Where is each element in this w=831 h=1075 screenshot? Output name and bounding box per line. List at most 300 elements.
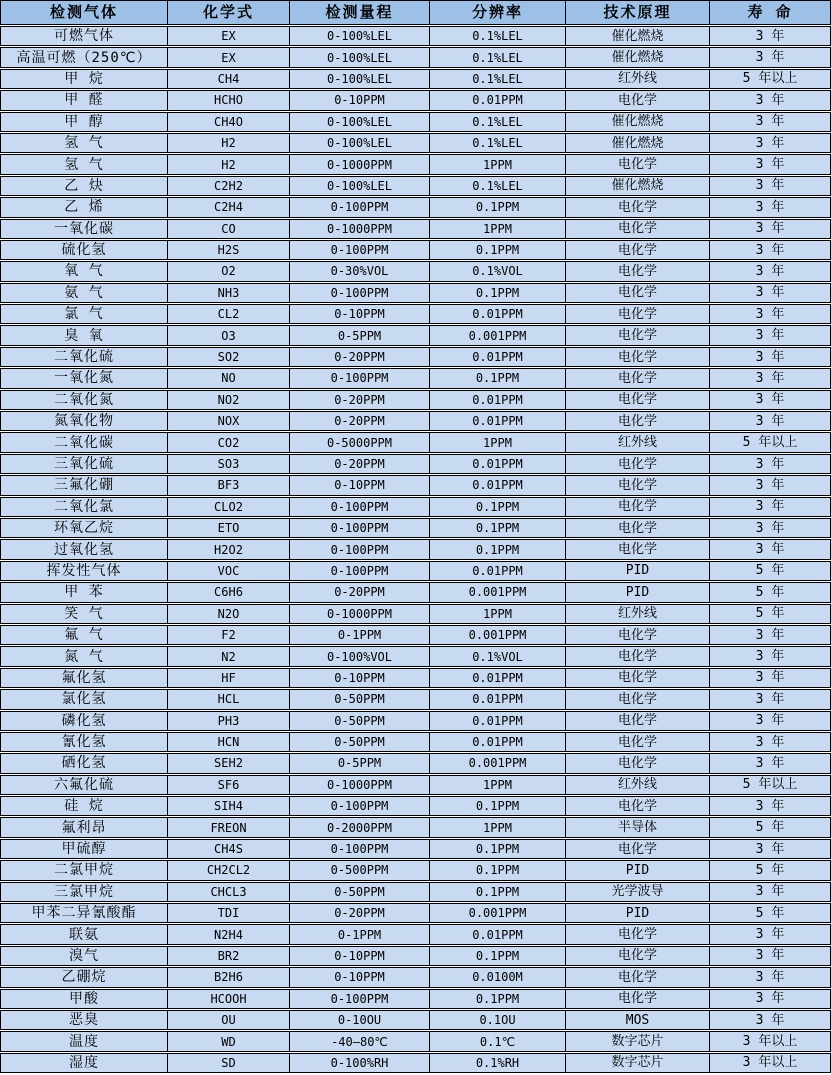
cell-resolution: 0.01PPM — [430, 712, 566, 730]
cell-gas-name: 乙硼烷 — [1, 968, 168, 986]
cell-resolution: 0.01PPM — [430, 348, 566, 366]
cell-chemical-formula: CHCL3 — [168, 883, 290, 901]
cell-gas-name: 乙 炔 — [1, 177, 168, 195]
cell-gas-name: 联氨 — [1, 925, 168, 943]
cell-lifespan: 3 年 — [755, 649, 785, 665]
cell-gas-name: 氯化氢 — [1, 690, 168, 708]
cell-technology: 红外线 — [566, 433, 710, 451]
cell-resolution: 0.1%LEL — [430, 113, 566, 131]
cell-detection-range: 0-1000PPM — [290, 155, 430, 173]
cell-lifespan: 3 年 — [755, 520, 785, 536]
table-row — [0, 454, 831, 474]
cell-resolution: 1PPM — [430, 433, 566, 451]
cell-resolution: 0.1PPM — [430, 883, 566, 901]
cell-detection-range: 0-100PPM — [290, 198, 430, 216]
cell-resolution: 0.1PPM — [430, 797, 566, 815]
cell-chemical-formula: NOX — [168, 412, 290, 430]
table-row — [0, 1010, 831, 1030]
cell-resolution: 0.1PPM — [430, 540, 566, 558]
cell-resolution: 0.01PPM — [430, 391, 566, 409]
cell-lifespan: 3 年 — [755, 798, 785, 814]
cell-lifespan: 5 年 — [755, 862, 785, 878]
cell-gas-name: 氯 气 — [1, 305, 168, 323]
cell-gas-name: 甲 苯 — [1, 583, 168, 601]
cell-chemical-formula: B2H6 — [168, 968, 290, 986]
cell-lifespan: 3 年 — [755, 670, 785, 686]
cell-resolution: 0.1%LEL — [430, 48, 566, 66]
column-header-lifespan: 寿 命 — [747, 3, 793, 21]
cell-resolution: 0.01PPM — [430, 690, 566, 708]
cell-chemical-formula: HCN — [168, 733, 290, 751]
cell-lifespan: 3 年 — [755, 499, 785, 515]
cell-lifespan: 3 年 — [755, 328, 785, 344]
cell-technology: 电化学 — [566, 733, 710, 751]
cell-technology: 电化学 — [566, 369, 710, 387]
cell-detection-range: 0-10PPM — [290, 305, 430, 323]
cell-lifespan: 3 年 — [755, 627, 785, 643]
cell-technology: 电化学 — [566, 198, 710, 216]
cell-chemical-formula: H2 — [168, 134, 290, 152]
cell-lifespan: 3 年 — [755, 349, 785, 365]
cell-lifespan: 5 年以上 — [742, 435, 798, 451]
cell-resolution: 0.01PPM — [430, 925, 566, 943]
cell-gas-name: 温度 — [1, 1032, 168, 1050]
cell-gas-name: 甲 醇 — [1, 113, 168, 131]
cell-resolution: 0.001PPM — [430, 583, 566, 601]
cell-detection-range: 0-5000PPM — [290, 433, 430, 451]
cell-detection-range: 0-100%LEL — [290, 27, 430, 45]
cell-technology: 电化学 — [566, 476, 710, 494]
cell-technology: 电化学 — [566, 498, 710, 516]
cell-technology: 数字芯片 — [566, 1054, 710, 1072]
cell-detection-range: 0-1000PPM — [290, 605, 430, 623]
cell-lifespan: 3 年以上 — [742, 1034, 798, 1050]
cell-detection-range: 0-10PPM — [290, 91, 430, 109]
cell-technology: 电化学 — [566, 455, 710, 473]
cell-chemical-formula: EX — [168, 27, 290, 45]
table-header-row — [0, 0, 831, 25]
cell-technology: 电化学 — [566, 925, 710, 943]
cell-detection-range: 0-50PPM — [290, 733, 430, 751]
cell-resolution: 0.1PPM — [430, 284, 566, 302]
cell-lifespan: 3 年 — [755, 178, 785, 194]
table-row — [0, 817, 831, 837]
cell-resolution: 0.1%RH — [430, 1054, 566, 1072]
cell-chemical-formula: H2O2 — [168, 540, 290, 558]
cell-gas-name: 氮氧化物 — [1, 412, 168, 430]
cell-lifespan: 3 年 — [755, 969, 785, 985]
cell-chemical-formula: O2 — [168, 262, 290, 280]
cell-lifespan: 3 年 — [755, 542, 785, 558]
table-row — [0, 432, 831, 452]
cell-gas-name: 一氧化碳 — [1, 220, 168, 238]
cell-technology: 电化学 — [566, 220, 710, 238]
cell-resolution: 1PPM — [430, 776, 566, 794]
cell-resolution: 0.01PPM — [430, 455, 566, 473]
cell-detection-range: 0-10PPM — [290, 669, 430, 687]
cell-detection-range: 0-100PPM — [290, 990, 430, 1008]
cell-lifespan: 5 年 — [755, 606, 785, 622]
table-row — [0, 411, 831, 431]
cell-detection-range: 0-100%VOL — [290, 647, 430, 665]
table-row — [0, 497, 831, 517]
cell-gas-name: 甲苯二异氰酸酯 — [1, 904, 168, 922]
cell-lifespan: 3 年 — [755, 713, 785, 729]
cell-lifespan: 5 年以上 — [742, 777, 798, 793]
cell-chemical-formula: SD — [168, 1054, 290, 1072]
cell-chemical-formula: NO2 — [168, 391, 290, 409]
cell-resolution: 1PPM — [430, 155, 566, 173]
cell-technology: 电化学 — [566, 540, 710, 558]
cell-gas-name: 氟化氢 — [1, 669, 168, 687]
cell-lifespan: 3 年 — [755, 199, 785, 215]
cell-resolution: 0.01PPM — [430, 305, 566, 323]
cell-resolution: 0.1PPM — [430, 840, 566, 858]
column-header-gas-name: 检测气体 — [1, 1, 168, 24]
table-row — [0, 539, 831, 559]
cell-chemical-formula: C6H6 — [168, 583, 290, 601]
table-row — [0, 69, 831, 89]
cell-detection-range: -40—80℃ — [290, 1032, 430, 1050]
table-row — [0, 668, 831, 688]
table-row — [0, 347, 831, 367]
cell-gas-name: 氢 气 — [1, 134, 168, 152]
cell-chemical-formula: VOC — [168, 562, 290, 580]
cell-detection-range: 0-100PPM — [290, 562, 430, 580]
cell-technology: 电化学 — [566, 797, 710, 815]
cell-gas-name: 三氟化硼 — [1, 476, 168, 494]
table-row — [0, 1031, 831, 1051]
cell-lifespan: 5 年 — [755, 820, 785, 836]
table-row — [0, 882, 831, 902]
cell-technology: 电化学 — [566, 155, 710, 173]
cell-technology: 电化学 — [566, 990, 710, 1008]
cell-technology: 电化学 — [566, 840, 710, 858]
cell-detection-range: 0-20PPM — [290, 455, 430, 473]
table-row — [0, 604, 831, 624]
cell-detection-range: 0-5PPM — [290, 754, 430, 772]
cell-resolution: 0.1%LEL — [430, 177, 566, 195]
cell-detection-range: 0-20PPM — [290, 583, 430, 601]
cell-detection-range: 0-1PPM — [290, 925, 430, 943]
cell-resolution: 0.01PPM — [430, 412, 566, 430]
table-row — [0, 1053, 831, 1073]
cell-resolution: 0.1PPM — [430, 861, 566, 879]
cell-lifespan: 3 年 — [755, 285, 785, 301]
table-row — [0, 582, 831, 602]
table-row — [0, 689, 831, 709]
table-row — [0, 946, 831, 966]
table-row — [0, 839, 831, 859]
cell-detection-range: 0-100%RH — [290, 1054, 430, 1072]
cell-chemical-formula: SO2 — [168, 348, 290, 366]
cell-gas-name: 一氧化氮 — [1, 369, 168, 387]
cell-chemical-formula: CL2 — [168, 305, 290, 323]
cell-gas-name: 环氧乙烷 — [1, 519, 168, 537]
cell-lifespan: 3 年 — [755, 114, 785, 130]
cell-gas-name: 甲 醛 — [1, 91, 168, 109]
cell-chemical-formula: N2 — [168, 647, 290, 665]
cell-chemical-formula: BF3 — [168, 476, 290, 494]
cell-lifespan: 3 年 — [755, 477, 785, 493]
cell-chemical-formula: F2 — [168, 626, 290, 644]
cell-technology: 催化燃烧 — [566, 48, 710, 66]
table-row — [0, 924, 831, 944]
cell-gas-name: 三氯甲烷 — [1, 883, 168, 901]
cell-detection-range: 0-100%LEL — [290, 48, 430, 66]
cell-detection-range: 0-1PPM — [290, 626, 430, 644]
cell-detection-range: 0-10PPM — [290, 947, 430, 965]
cell-chemical-formula: SO3 — [168, 455, 290, 473]
cell-lifespan: 3 年 — [755, 263, 785, 279]
cell-technology: 红外线 — [566, 776, 710, 794]
cell-lifespan: 3 年 — [755, 242, 785, 258]
cell-resolution: 1PPM — [430, 818, 566, 836]
cell-detection-range: 0-5PPM — [290, 326, 430, 344]
cell-detection-range: 0-20PPM — [290, 348, 430, 366]
table-row — [0, 261, 831, 281]
cell-gas-name: 甲硫醇 — [1, 840, 168, 858]
cell-gas-name: 甲酸 — [1, 990, 168, 1008]
cell-gas-name: 臭 氧 — [1, 326, 168, 344]
table-row — [0, 219, 831, 239]
table-row — [0, 304, 831, 324]
cell-resolution: 0.1%LEL — [430, 70, 566, 88]
cell-technology: PID — [566, 583, 710, 601]
cell-resolution: 0.1PPM — [430, 198, 566, 216]
cell-gas-name: 氮 气 — [1, 647, 168, 665]
cell-technology: 电化学 — [566, 412, 710, 430]
table-row — [0, 860, 831, 880]
cell-detection-range: 0-100%LEL — [290, 134, 430, 152]
table-row — [0, 112, 831, 132]
table-row — [0, 26, 831, 46]
cell-detection-range: 0-10OU — [290, 1011, 430, 1029]
cell-resolution: 0.001PPM — [430, 326, 566, 344]
cell-technology: 电化学 — [566, 647, 710, 665]
cell-technology: 红外线 — [566, 70, 710, 88]
table-row — [0, 989, 831, 1009]
cell-lifespan: 3 年 — [755, 884, 785, 900]
cell-detection-range: 0-20PPM — [290, 412, 430, 430]
cell-detection-range: 0-100PPM — [290, 498, 430, 516]
cell-technology: PID — [566, 861, 710, 879]
cell-technology: 催化燃烧 — [566, 177, 710, 195]
cell-gas-name: 乙 烯 — [1, 198, 168, 216]
cell-resolution: 0.001PPM — [430, 754, 566, 772]
table-row — [0, 283, 831, 303]
cell-resolution: 0.1PPM — [430, 990, 566, 1008]
cell-detection-range: 0-100%LEL — [290, 70, 430, 88]
cell-chemical-formula: HF — [168, 669, 290, 687]
cell-lifespan: 5 年以上 — [742, 71, 798, 87]
cell-lifespan: 3 年 — [755, 135, 785, 151]
table-row — [0, 775, 831, 795]
column-header-detection-range: 检测量程 — [290, 1, 430, 24]
cell-lifespan: 3 年 — [755, 456, 785, 472]
cell-resolution: 0.01PPM — [430, 669, 566, 687]
cell-lifespan: 5 年 — [755, 584, 785, 600]
cell-chemical-formula: SEH2 — [168, 754, 290, 772]
cell-resolution: 0.1%VOL — [430, 647, 566, 665]
cell-detection-range: 0-500PPM — [290, 861, 430, 879]
cell-gas-name: 三氧化硫 — [1, 455, 168, 473]
cell-chemical-formula: C2H4 — [168, 198, 290, 216]
cell-chemical-formula: N2O — [168, 605, 290, 623]
table-row — [0, 967, 831, 987]
cell-chemical-formula: CH4S — [168, 840, 290, 858]
cell-technology: PID — [566, 904, 710, 922]
cell-lifespan: 3 年 — [755, 50, 785, 66]
cell-technology: 电化学 — [566, 262, 710, 280]
table-row — [0, 368, 831, 388]
cell-chemical-formula: PH3 — [168, 712, 290, 730]
cell-lifespan: 3 年以上 — [742, 1055, 798, 1071]
cell-technology: 光学波导 — [566, 883, 710, 901]
cell-chemical-formula: OU — [168, 1011, 290, 1029]
cell-gas-name: 六氟化硫 — [1, 776, 168, 794]
cell-chemical-formula: HCOOH — [168, 990, 290, 1008]
cell-chemical-formula: BR2 — [168, 947, 290, 965]
cell-technology: 电化学 — [566, 968, 710, 986]
cell-chemical-formula: NO — [168, 369, 290, 387]
table-row — [0, 475, 831, 495]
cell-chemical-formula: CO — [168, 220, 290, 238]
cell-lifespan: 3 年 — [755, 755, 785, 771]
table-row — [0, 47, 831, 67]
cell-lifespan: 3 年 — [755, 370, 785, 386]
cell-detection-range: 0-50PPM — [290, 712, 430, 730]
cell-lifespan: 3 年 — [755, 92, 785, 108]
cell-chemical-formula: HCHO — [168, 91, 290, 109]
cell-lifespan: 3 年 — [755, 413, 785, 429]
table-row — [0, 625, 831, 645]
table-row — [0, 796, 831, 816]
cell-technology: 催化燃烧 — [566, 134, 710, 152]
cell-detection-range: 0-10PPM — [290, 968, 430, 986]
cell-detection-range: 0-1000PPM — [290, 776, 430, 794]
cell-gas-name: 二氧化氯 — [1, 498, 168, 516]
cell-technology: 半导体 — [566, 818, 710, 836]
cell-lifespan: 3 年 — [755, 306, 785, 322]
cell-gas-name: 氢 气 — [1, 155, 168, 173]
cell-gas-name: 硫化氢 — [1, 241, 168, 259]
cell-technology: 电化学 — [566, 326, 710, 344]
table-row — [0, 197, 831, 217]
cell-resolution: 0.1OU — [430, 1011, 566, 1029]
cell-technology: 催化燃烧 — [566, 113, 710, 131]
cell-chemical-formula: H2S — [168, 241, 290, 259]
column-header-chemical-formula: 化学式 — [168, 1, 290, 24]
cell-detection-range: 0-100PPM — [290, 540, 430, 558]
cell-lifespan: 3 年 — [755, 991, 785, 1007]
cell-detection-range: 0-100PPM — [290, 840, 430, 858]
table-row — [0, 518, 831, 538]
cell-technology: 电化学 — [566, 690, 710, 708]
cell-resolution: 0.1PPM — [430, 369, 566, 387]
cell-gas-name: 高温可燃（250℃） — [1, 48, 168, 66]
cell-gas-name: 氧 气 — [1, 262, 168, 280]
cell-resolution: 0.1%VOL — [430, 262, 566, 280]
cell-detection-range: 0-50PPM — [290, 690, 430, 708]
cell-technology: 电化学 — [566, 241, 710, 259]
cell-resolution: 0.001PPM — [430, 626, 566, 644]
cell-technology: 电化学 — [566, 712, 710, 730]
cell-chemical-formula: ETO — [168, 519, 290, 537]
cell-detection-range: 0-100PPM — [290, 284, 430, 302]
cell-gas-name: 二氯甲烷 — [1, 861, 168, 879]
table-row — [0, 753, 831, 773]
cell-technology: 电化学 — [566, 284, 710, 302]
cell-lifespan: 5 年 — [755, 563, 785, 579]
cell-lifespan: 3 年 — [755, 221, 785, 237]
cell-chemical-formula: EX — [168, 48, 290, 66]
table-row — [0, 176, 831, 196]
cell-chemical-formula: SIH4 — [168, 797, 290, 815]
cell-gas-name: 恶臭 — [1, 1011, 168, 1029]
cell-gas-name: 溴气 — [1, 947, 168, 965]
cell-technology: PID — [566, 562, 710, 580]
cell-resolution: 0.1℃ — [430, 1032, 566, 1050]
cell-gas-name: 氰化氢 — [1, 733, 168, 751]
cell-chemical-formula: NH3 — [168, 284, 290, 302]
cell-chemical-formula: CLO2 — [168, 498, 290, 516]
cell-resolution: 0.01PPM — [430, 562, 566, 580]
cell-lifespan: 3 年 — [755, 28, 785, 44]
cell-resolution: 0.01PPM — [430, 91, 566, 109]
cell-lifespan: 3 年 — [755, 927, 785, 943]
cell-chemical-formula: CH4 — [168, 70, 290, 88]
cell-chemical-formula: C2H2 — [168, 177, 290, 195]
cell-technology: 电化学 — [566, 519, 710, 537]
cell-gas-name: 挥发性气体 — [1, 562, 168, 580]
cell-gas-name: 硒化氢 — [1, 754, 168, 772]
cell-lifespan: 3 年 — [755, 841, 785, 857]
table-row — [0, 561, 831, 581]
cell-detection-range: 0-100PPM — [290, 369, 430, 387]
cell-chemical-formula: TDI — [168, 904, 290, 922]
table-row — [0, 390, 831, 410]
cell-detection-range: 0-100%LEL — [290, 177, 430, 195]
table-body — [0, 26, 831, 1073]
cell-resolution: 0.1%LEL — [430, 134, 566, 152]
cell-gas-name: 氟利昂 — [1, 818, 168, 836]
table-row — [0, 903, 831, 923]
cell-detection-range: 0-2000PPM — [290, 818, 430, 836]
cell-detection-range: 0-100PPM — [290, 519, 430, 537]
cell-technology: 电化学 — [566, 305, 710, 323]
cell-resolution: 0.1PPM — [430, 947, 566, 965]
cell-resolution: 1PPM — [430, 605, 566, 623]
cell-gas-name: 二氧化硫 — [1, 348, 168, 366]
cell-gas-name: 笑 气 — [1, 605, 168, 623]
table-row — [0, 711, 831, 731]
cell-resolution: 0.1PPM — [430, 498, 566, 516]
cell-resolution: 0.0100M — [430, 968, 566, 986]
cell-lifespan: 3 年 — [755, 1012, 785, 1028]
cell-chemical-formula: FREON — [168, 818, 290, 836]
cell-lifespan: 3 年 — [755, 948, 785, 964]
cell-detection-range: 0-100PPM — [290, 241, 430, 259]
cell-detection-range: 0-100%LEL — [290, 113, 430, 131]
cell-resolution: 0.01PPM — [430, 476, 566, 494]
table-row — [0, 646, 831, 666]
cell-resolution: 0.1PPM — [430, 519, 566, 537]
cell-technology: 红外线 — [566, 605, 710, 623]
cell-detection-range: 0-20PPM — [290, 904, 430, 922]
cell-chemical-formula: H2 — [168, 155, 290, 173]
cell-resolution: 0.1PPM — [430, 241, 566, 259]
